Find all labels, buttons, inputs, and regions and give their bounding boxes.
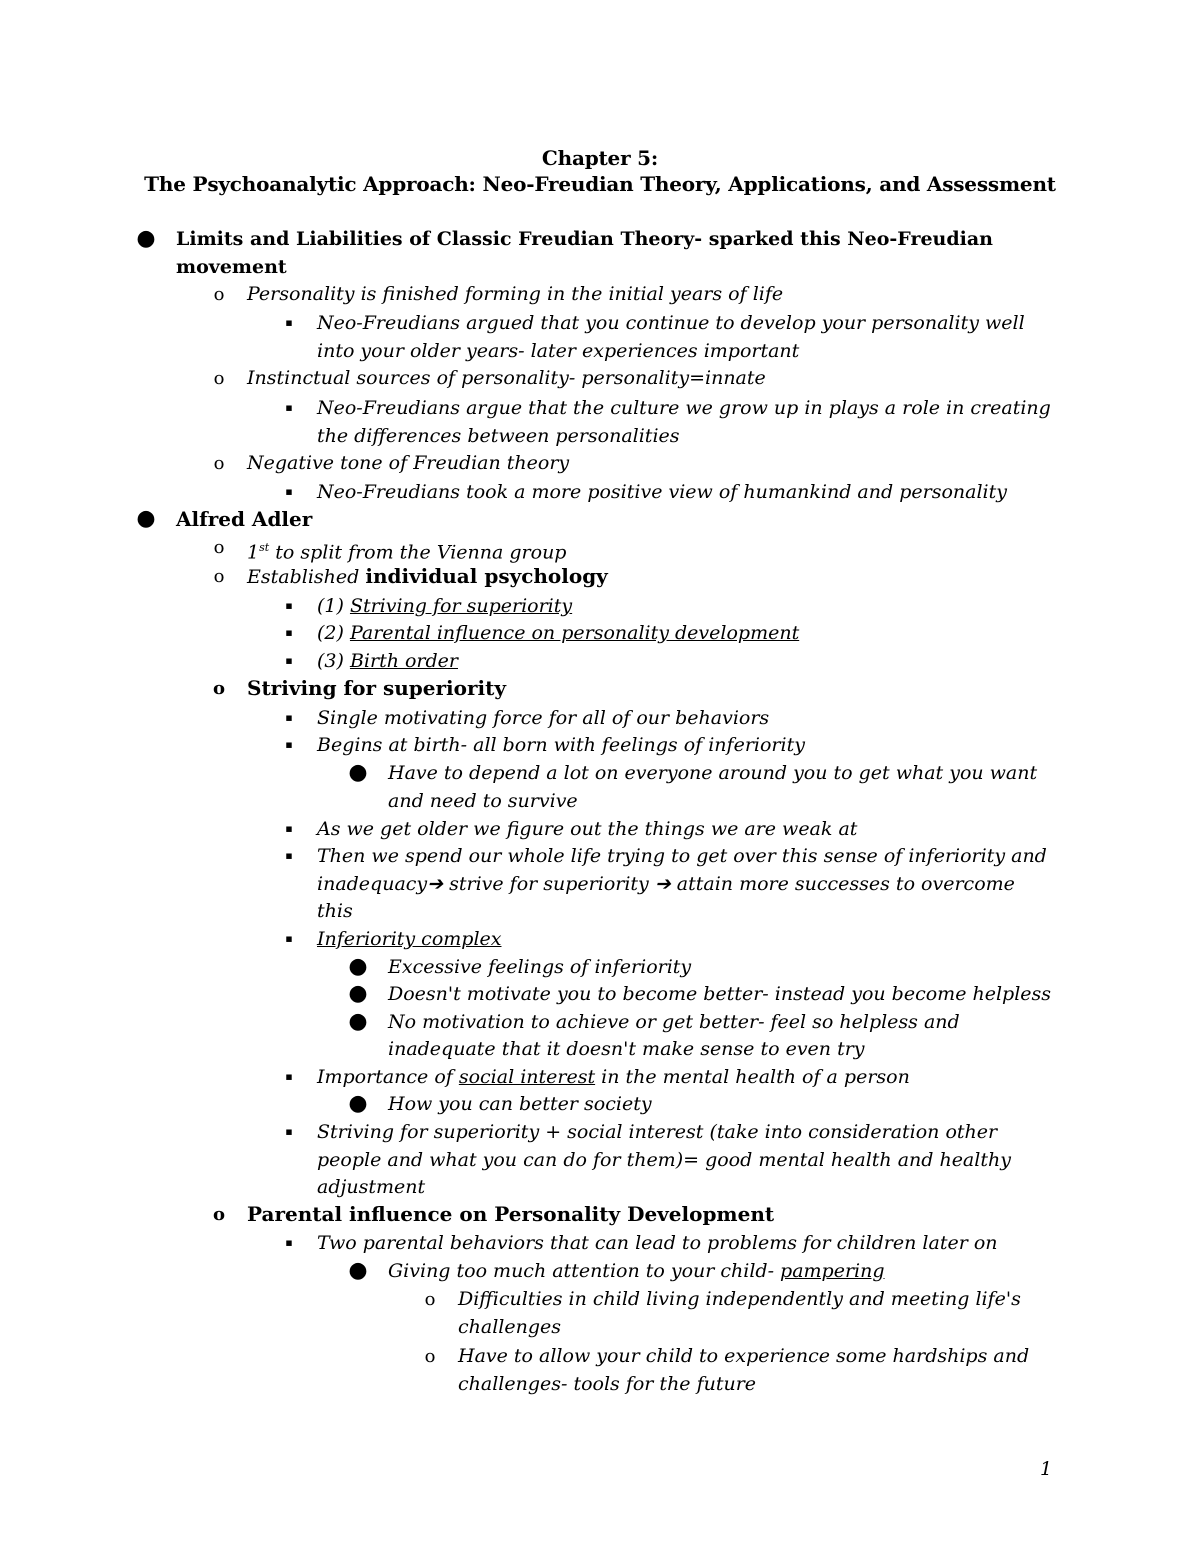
item-number: (1)	[317, 595, 350, 617]
circle-bullet-icon: o	[213, 368, 225, 389]
bullet-icon: ●	[348, 1090, 368, 1116]
item-text: people and what you can do for them)= good mental health and healthy	[317, 1149, 1011, 1171]
ordinal-number: 1	[247, 541, 260, 564]
item-text: into your older years- later experiences important	[317, 340, 800, 362]
item-text: Neo-Freudians took a more positive view of humankind and personality	[317, 481, 1007, 503]
item-text: inadequacy➔ strive for superiority ➔ attain more successes to overcome	[317, 873, 1015, 895]
item-text: and need to survive	[388, 790, 578, 812]
item-text: No motivation to achieve or get better- feel so helpless and	[388, 1011, 960, 1033]
square-bullet-icon: ▪	[285, 654, 293, 667]
circle-bullet-icon: o	[212, 1204, 225, 1225]
item-text-underlined: Parental influence on personality development	[349, 622, 800, 644]
item-text: Alfred Adler	[176, 507, 313, 531]
circle-bullet-icon: o	[213, 284, 225, 305]
square-bullet-icon: ▪	[285, 822, 293, 835]
bullet-icon: ●	[136, 225, 156, 251]
item-text: challenges	[458, 1316, 561, 1338]
item-text: Single motivating force for all of our behaviors	[317, 707, 770, 729]
item-text: inadequate that it doesn't make sense to even try	[388, 1038, 865, 1060]
item-text: Inferiority complex	[317, 928, 502, 950]
square-bullet-icon: ▪	[285, 1236, 293, 1249]
item-text: Striving for superiority	[247, 676, 506, 700]
item-text-bold: individual psychology	[365, 564, 608, 588]
item-text: Begins at birth- all born with feelings of inferiority	[317, 734, 805, 756]
item-text-rest: to split from the Vienna group	[269, 541, 567, 564]
square-bullet-icon: ▪	[285, 1125, 293, 1138]
square-bullet-icon: ▪	[285, 316, 293, 329]
square-bullet-icon: ▪	[285, 485, 293, 498]
item-text-underlined: Striving for superiority	[349, 595, 573, 617]
item-text: Doesn't motivate you to become better- instead you become helpless	[388, 983, 1052, 1005]
item-text	[317, 1064, 910, 1092]
item-text-lead: Giving too much attention to your child-	[388, 1260, 781, 1282]
item-text: Instinctual sources of personality- personality=innate	[247, 367, 766, 389]
item-text: Striving for superiority + social interest (take into consideration other	[317, 1121, 998, 1143]
square-bullet-icon: ▪	[285, 599, 293, 612]
item-text: Then we spend our whole life trying to get over this sense of inferiority and	[317, 845, 1047, 867]
bullet-icon: ●	[348, 1008, 368, 1034]
item-text: challenges- tools for the future	[458, 1373, 757, 1395]
bullet-icon: ●	[136, 505, 156, 531]
item-text	[247, 563, 608, 592]
item-text	[317, 620, 799, 648]
item-text: Have to allow your child to experience some hardships and	[458, 1345, 1030, 1367]
item-text-underlined: social interest	[458, 1066, 596, 1088]
circle-bullet-icon: o	[212, 678, 225, 699]
page-number: 1	[1040, 1458, 1053, 1480]
square-bullet-icon: ▪	[285, 626, 293, 639]
bullet-icon: ●	[348, 759, 368, 785]
item-text: How you can better society	[388, 1093, 652, 1115]
item-text: Personality is finished forming in the initial years of life	[247, 283, 784, 305]
item-text: this	[317, 900, 353, 922]
bullet-icon: ●	[348, 953, 368, 979]
square-bullet-icon: ▪	[285, 401, 293, 414]
item-text: Difficulties in child living independently and meeting life's	[458, 1288, 1021, 1310]
bullet-icon: ●	[348, 980, 368, 1006]
ordinal-suffix: st	[259, 541, 270, 554]
item-text: Excessive feelings of inferiority	[388, 956, 692, 978]
item-text-lead: Importance of	[317, 1066, 459, 1088]
bullet-icon: ●	[348, 1257, 368, 1283]
circle-bullet-icon: o	[213, 453, 225, 474]
item-text-underlined: pampering	[780, 1260, 885, 1282]
circle-bullet-icon: o	[213, 537, 225, 558]
item-text	[388, 1258, 885, 1286]
item-number: (2)	[317, 622, 350, 644]
item-text	[247, 534, 566, 567]
square-bullet-icon: ▪	[285, 1070, 293, 1083]
item-text: Limits and Liabilities of Classic Freudian Theory- sparked this Neo-Freudian	[176, 228, 993, 250]
item-text	[317, 648, 458, 676]
item-text: Have to depend a lot on everyone around you to get what you want	[388, 762, 1038, 784]
item-text	[317, 593, 572, 621]
item-text-underlined: Birth order	[349, 650, 458, 672]
item-number: (3)	[317, 650, 350, 672]
item-text-rest: in the mental health of a person	[595, 1066, 910, 1088]
square-bullet-icon: ▪	[285, 932, 293, 945]
chapter-heading: Chapter 5:	[541, 146, 659, 170]
circle-bullet-icon: o	[424, 1346, 436, 1367]
item-text-lead: Established	[247, 566, 366, 588]
item-text: Neo-Freudians argue that the culture we grow up in plays a role in creating	[317, 397, 1051, 419]
item-text: Parental influence on Personality Development	[247, 1202, 775, 1226]
item-text: movement	[176, 256, 287, 278]
circle-bullet-icon: o	[213, 566, 225, 587]
item-text: Two parental behaviors that can lead to problems for children later on	[317, 1232, 998, 1254]
square-bullet-icon: ▪	[285, 738, 293, 751]
square-bullet-icon: ▪	[285, 849, 293, 862]
item-text: As we get older we figure out the things we are weak at	[317, 818, 858, 840]
item-text: adjustment	[317, 1176, 426, 1198]
chapter-title: The Psychoanalytic Approach: Neo-Freudian Theory, Applications, and Assessment	[144, 172, 1056, 196]
square-bullet-icon: ▪	[285, 711, 293, 724]
item-text: the differences between personalities	[317, 425, 680, 447]
item-text: Negative tone of Freudian theory	[247, 452, 570, 474]
item-text: Neo-Freudians argued that you continue to develop your personality well	[317, 312, 1025, 334]
circle-bullet-icon: o	[424, 1289, 436, 1310]
